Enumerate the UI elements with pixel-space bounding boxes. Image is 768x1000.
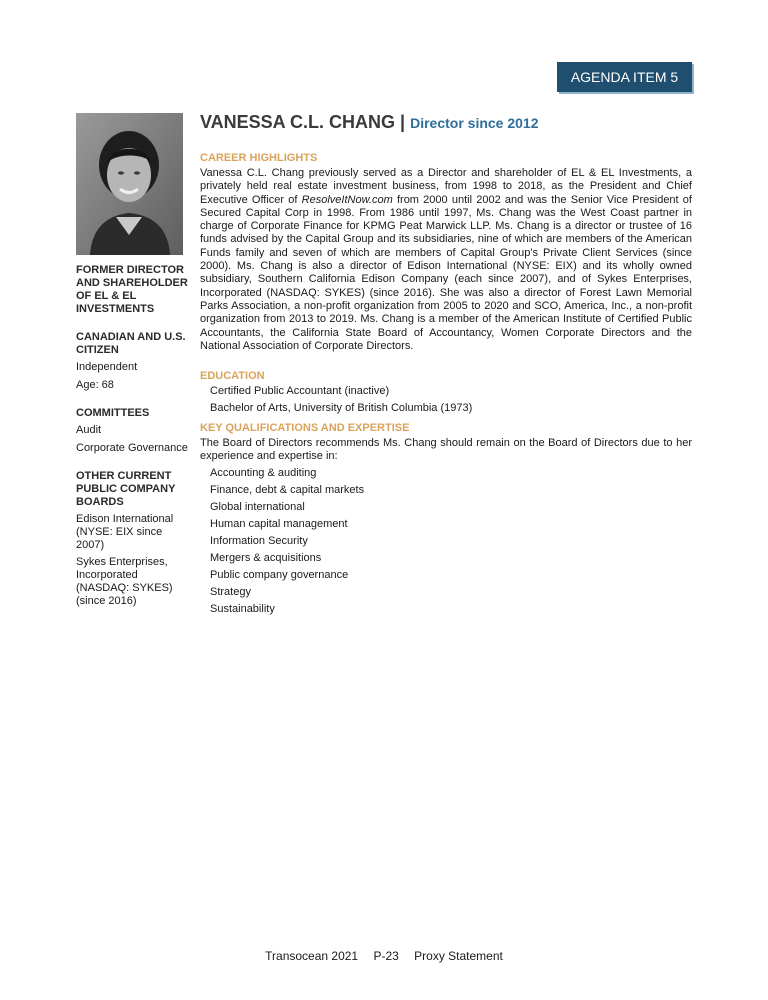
committees-heading: COMMITTEES: [76, 407, 150, 419]
career-company-italic: ResolveItNow.com: [301, 193, 393, 206]
qualification-item: Sustainability: [210, 602, 275, 615]
footer-page-number: P-23: [373, 949, 399, 963]
qualification-item: Accounting & auditing: [210, 466, 317, 479]
career-text-part2: from 2000 until 2002 and was the Senior Vice President of Secured Capital Corp in 1998. From 1986 until 1997, Ms. Chang was the West Coast partner in charge of Corporate Finance for KPMG Peat Marwick LLP. Ms. Chang is a director or trustee of 16 funds advised by the Capital Group and its subsidiaries, nine of which are members of the American Funds family and seven of which are members of Capital Group's Private Client Services (since 2000). Ms. Chang is also a director of Edison International (NYSE: EIX) and its wholly owned subsidiary, Southern California Edison Company (each since 2007), and of Sykes Enterprises, Incorporated (NASDAQ: SYKES) (since 2016). She was also a director of Forest Lawn Memorial Parks Association, a non-profit organization from 2005 to 2020 and SCO, America, Inc., a non-profit organization from 2013 to 2019. Ms. Chang is a member of the American Institute of Certified Public Accountants, the California State Board of Accountancy, Women Corporate Directors and the National Association of Corporate Directors.: [200, 193, 692, 352]
education-list: [200, 383, 692, 417]
citizenship: CANADIAN AND U.S. CITIZEN: [76, 331, 186, 356]
footer-company: Transocean 2021: [265, 949, 359, 963]
independence-status: Independent: [76, 361, 138, 373]
education-item: Bachelor of Arts, University of British Columbia (1973): [210, 402, 473, 415]
director-profile: [200, 112, 692, 618]
former-role: FORMER DIRECTOR AND SHAREHOLDER OF EL & EL INVESTMENTS: [76, 264, 188, 315]
qualifications-heading: KEY QUALIFICATIONS AND EXPERTISE: [200, 422, 410, 435]
director-since: Director since 2012: [410, 115, 539, 131]
director-heading: [200, 112, 692, 138]
qualification-item: Human capital management: [210, 517, 348, 530]
career-highlights-text: [200, 167, 692, 353]
qualification-item: Information Security: [210, 534, 308, 547]
qualifications-list: [200, 465, 692, 618]
board-item: Edison International (NYSE: EIX since 2007): [76, 513, 174, 551]
footer-document: Proxy Statement: [414, 949, 503, 963]
qualification-item: Mergers & acquisitions: [210, 551, 322, 564]
heading-separator: |: [400, 112, 406, 132]
director-sidebar: [76, 264, 188, 608]
qualification-item: Finance, debt & capital markets: [210, 483, 365, 496]
agenda-item-badge: AGENDA ITEM 5: [557, 62, 692, 92]
qualification-item: Strategy: [210, 585, 251, 598]
director-portrait: [76, 113, 183, 255]
education-heading: EDUCATION: [200, 370, 265, 383]
board-item: Sykes Enterprises, Incorporated (NASDAQ: SYKES) (since 2016): [76, 556, 173, 607]
career-highlights-heading: CAREER HIGHLIGHTS: [200, 152, 318, 164]
director-name: VANESSA C.L. CHANG: [200, 112, 396, 132]
director-age: Age: 68: [76, 379, 114, 391]
qualification-item: Global international: [210, 500, 305, 513]
committee-item: Corporate Governance: [76, 442, 188, 454]
portrait-image: [76, 113, 183, 255]
page-footer: [0, 949, 768, 963]
other-boards-heading: OTHER CURRENT PUBLIC COMPANY BOARDS: [76, 470, 176, 508]
qualifications-intro: The Board of Directors recommends Ms. Chang should remain on the Board of Directors due to her experience and expertise in:: [200, 437, 692, 463]
qualification-item: Public company governance: [210, 568, 349, 581]
career-text-part1: Vanessa C.L. Chang previously served as a Director and shareholder of EL & EL Investments, a privately held real estate investment business, from 1998 to 2018, as the President and Chief Executive Officer of: [200, 167, 692, 206]
education-item: Certified Public Accountant (inactive): [210, 385, 390, 398]
committee-item: Audit: [76, 424, 102, 436]
